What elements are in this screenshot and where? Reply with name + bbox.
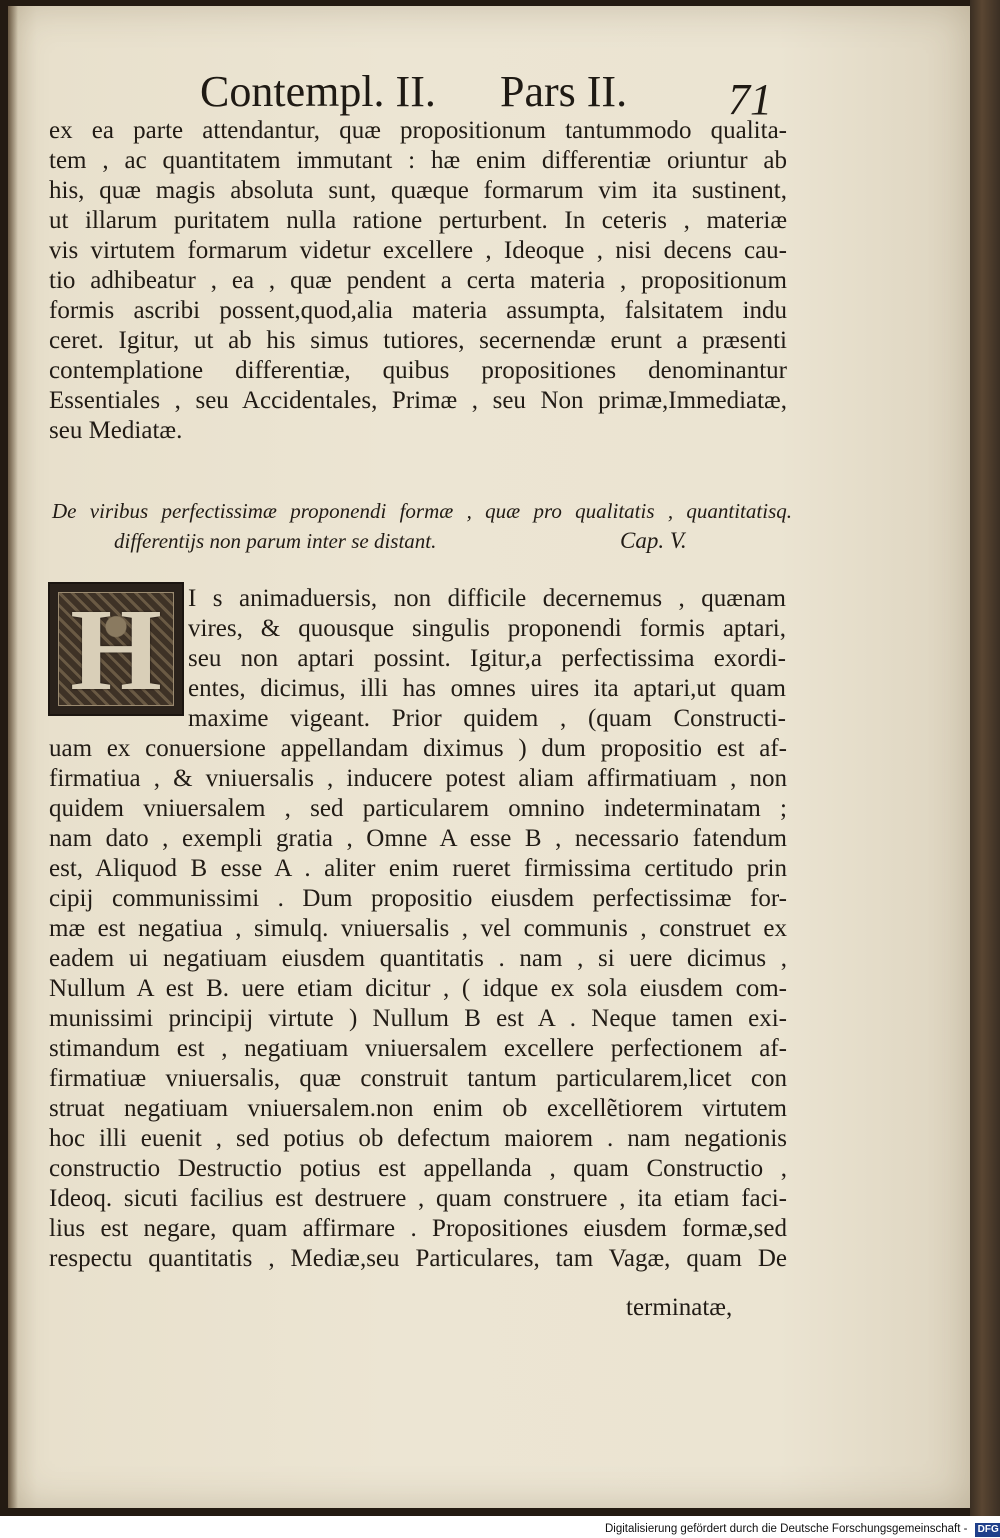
text-line: stimandum est , negatiuam vniuersalem excellere perfectionem af- [49,1035,787,1062]
text-line: seu Mediatæ. [49,417,183,444]
text-line: Essentiales , seu Accidentales, Primæ , seu Non primæ,Immediatæ, [49,387,787,414]
text-line: vis virtutem formarum videtur excellere , Ideoque , nisi decens cau- [49,237,787,264]
decorated-initial [48,582,184,716]
text-line: ut illarum puritatem nulla ratione perturbent. In ceteris , materiæ [49,207,787,234]
paragraph-1 [49,116,787,446]
text-line: ex ea parte attendantur, quæ propositionum tantummodo qualita- [49,117,787,144]
text-line: I s animaduersis, non difficile decernemus , quænam [188,585,786,612]
text-line: firmatiua , & vniuersalis , inducere potest aliam affirmatiuam , non [49,765,787,792]
chapter-heading-line-2-text: differentijs non parum inter se distant. [114,529,437,553]
text-line: contemplatione differentiæ, quibus propositiones denominantur [49,357,787,384]
page-number: 71 [728,75,772,124]
text-line: nam dato , exempli gratia , Omne A esse B , necessario fatendum [49,825,787,852]
dfg-footer [605,1520,1000,1538]
book-edge [970,0,1000,1516]
text-line: entes, dicimus, illi has omnes uires ita aptari,ut quam [188,675,786,702]
text-line: quidem vniuersalem , sed particularem omnino indeterminatam ; [49,795,787,822]
chapter-heading [52,495,792,557]
chapter-heading-line-2 [52,525,792,557]
running-header [200,67,790,124]
text-line: formis ascribi possent,quod,alia materia assumpta, falsitatem indu [49,297,787,324]
text-line: firmatiuæ vniuersalis, quæ construit tantum particularem,licet con [49,1065,787,1092]
header-pars: Pars II. [500,67,628,116]
dfg-logo: DFG [975,1523,1000,1537]
text-line: seu non aptari possint. Igitur,a perfectissima exordi- [188,645,786,672]
text-line: ceret. Igitur, ut ab his simus tutiores, secernendæ erunt a præsenti [49,327,787,354]
text-line: his, quæ magis absoluta sunt, quæque formarum vim ita sustinent, [49,177,787,204]
footer-text: Digitalisierung gefördert durch die Deutsche Forschungsgemeinschaft - [605,1523,968,1535]
header-contemplatio: Contempl. II. [200,67,436,116]
text-line: tem , ac quantitatem immutant : hæ enim differentiæ oriuntur ab [49,147,787,174]
text-line: hoc illi euenit , sed potius ob defectum maiorem . nam negationis [49,1125,787,1152]
page-gutter-shadow [8,6,18,1508]
text-line: respectu quantitatis , Mediæ,seu Particulares, tam Vagæ, quam De [49,1245,787,1272]
text-line: mæ est negatiua , simulq. vniuersalis , vel communis , construet ex [49,915,787,942]
text-line: est, Aliquod B esse A . aliter enim rueret firmissima certitudo prin [49,855,787,882]
text-line: vires, & quousque singulis proponendi formis aptari, [188,615,786,642]
text-line: Ideoq. sicuti facilius est destruere , quam construere , ita etiam faci- [49,1185,787,1212]
text-line: struat negatiuam vniuersalem.non enim ob excellẽtiorem virtutem [49,1095,787,1122]
text-line: constructio Destructio potius est appellanda , quam Constructio , [49,1155,787,1182]
chapter-number: Cap. V. [620,528,687,553]
text-line: uam ex conuersione appellandam diximus ) dum propositio est af- [49,735,787,762]
catchword-line: terminatæ, [626,1294,733,1321]
text-line: Nullum A est B. uere etiam dicitur , ( idque ex sola eiusdem com- [49,975,787,1002]
text-line: lius est negare, quam affirmare . Propositiones eiusdem formæ,sed [49,1215,787,1242]
text-line: tio adhibeatur , ea , quæ pendent a certa materia , propositionum [49,267,787,294]
paragraph-2 [49,734,787,1274]
text-line: eadem ui negatiuam eiusdem quantitatis . nam , si uere dicimus , [49,945,787,972]
text-line: maxime vigeant. Prior quidem , (quam Constructi- [188,705,786,732]
chapter-heading-line-1: De viribus perfectissimæ proponendi formæ , quæ pro qualitatis , quantitatisq. [52,499,792,523]
text-line: cipij communissimi . Dum propositio eiusdem perfectissimæ for- [49,885,787,912]
text-line: munissimi principij virtute ) Nullum B est A . Neque tamen exi- [49,1005,787,1032]
paragraph-2-beside-initial [188,584,786,734]
initial-letter: H [70,584,162,715]
